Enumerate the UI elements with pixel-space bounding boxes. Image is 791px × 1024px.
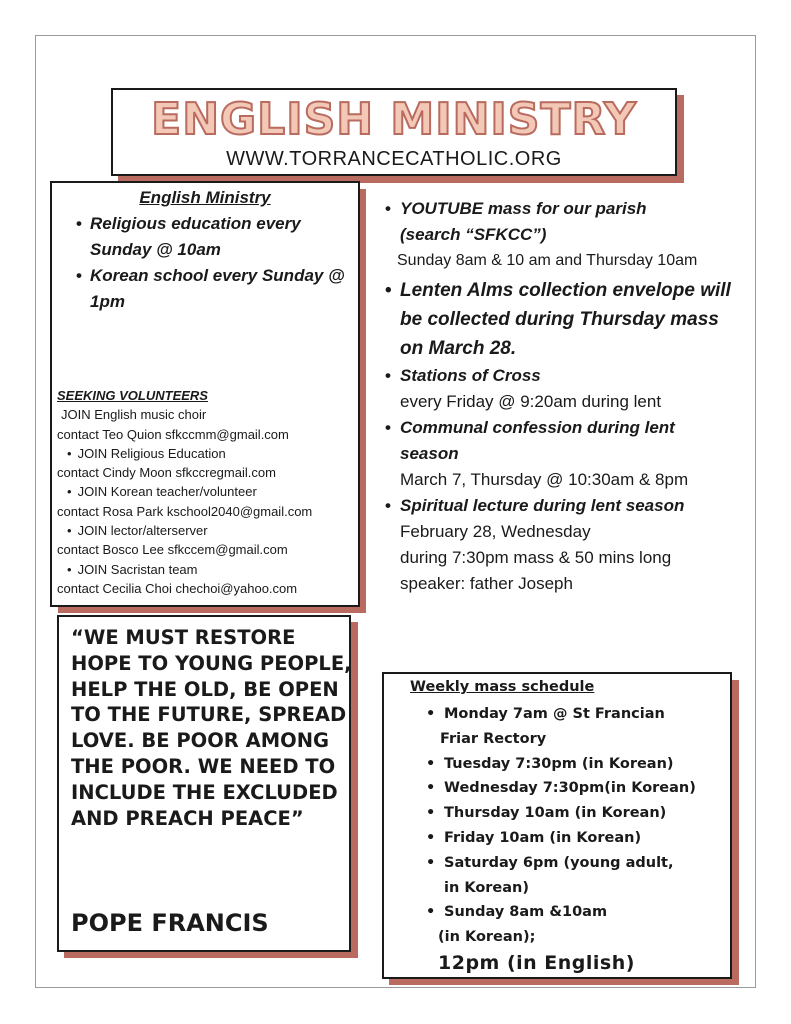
header-box [111,88,677,176]
page-title: ENGLISH MINISTRY [151,94,637,145]
volunteer-line: • JOIN Religious Education [57,444,357,463]
volunteer-line: JOIN English music choir [61,407,207,423]
pope-quote: “WE MUST RESTORE HOPE TO YOUNG PEOPLE, HELP THE OLD, BE OPEN TO THE FUTURE, SPREAD LOVE. BE POOR AMONG THE POOR. WE NEED TO INCLUDE THE EXCLUDED AND PREACH PEACE” [71,626,352,830]
list-item: • Tuesday 7:30pm (in Korean) [426,752,716,777]
volunteer-line: • JOIN Sacristan team [57,560,357,579]
list-item: • Friday 10am (in Korean) [426,826,716,851]
stations-title: • Stations of Cross [385,363,745,389]
list-item-cont: in Korean) [444,879,530,896]
english-ministry-box [50,181,360,607]
volunteer-line: • JOIN Korean teacher/volunteer [57,482,357,501]
volunteer-contact: contact Bosco Lee sfkccem@gmail.com [57,542,288,558]
list-item: • Religious education every Sunday @ 10am [76,211,356,263]
quote-author: POPE FRANCIS [71,909,269,937]
mass-schedule-title: Weekly mass schedule [410,679,595,695]
volunteers-heading: SEEKING VOLUNTEERS [57,388,208,403]
volunteers-section [57,386,357,598]
volunteer-contact: contact Rosa Park kschool2040@gmail.com [57,503,313,519]
list-item: • Monday 7am @ St Francian [426,702,716,727]
volunteer-line: • JOIN lector/alterserver [57,521,357,540]
lecture-detail: speaker: father Joseph [400,574,573,593]
stations-detail: every Friday @ 9:20am during lent [400,392,662,411]
list-item-cont: Friar Rectory [440,730,547,747]
list-item: • Wednesday 7:30pm(in Korean) [426,776,716,801]
list-item: • Thursday 10am (in Korean) [426,801,716,826]
list-item-cont: (in Korean); [438,929,536,946]
list-item: • Korean school every Sunday @ 1pm [76,263,356,315]
lecture-detail: during 7:30pm mass & 50 mins long [400,548,672,567]
lenten-alms: • Lenten Alms collection envelope will be collected during Thursday mass on March 28. [385,276,735,363]
lecture-title: • Spiritual lecture during lent season [385,493,745,519]
list-item: • Saturday 6pm (young adult, [426,851,716,876]
volunteer-contact: contact Teo Quion sfkccmm@gmail.com [57,426,289,442]
english-ministry-list [76,211,356,315]
mass-schedule-box [382,672,732,979]
mass-schedule-list [426,702,716,950]
list-item: • Sunday 8am &10am [426,900,716,925]
sunday-english-mass: 12pm (in English) [438,952,635,974]
youtube-detail: Sunday 8am & 10 am and Thursday 10am [397,252,698,269]
quote-box [57,615,351,952]
announcements [385,196,745,597]
website-url[interactable]: WWW.TORRANCECATHOLIC.ORG [226,148,562,170]
volunteer-contact: contact Cecilia Choi chechoi@yahoo.com [57,580,298,596]
english-ministry-title: English Ministry [139,188,271,207]
youtube-title: • YOUTUBE mass for our parish (search “SFKCC”) [385,196,700,248]
confession-detail: March 7, Thursday @ 10:30am & 8pm [400,470,689,489]
volunteer-contact: contact Cindy Moon sfkccregmail.com [57,465,276,481]
lecture-detail: February 28, Wednesday [400,522,591,541]
confession-title: • Communal confession during lent season [385,415,720,467]
